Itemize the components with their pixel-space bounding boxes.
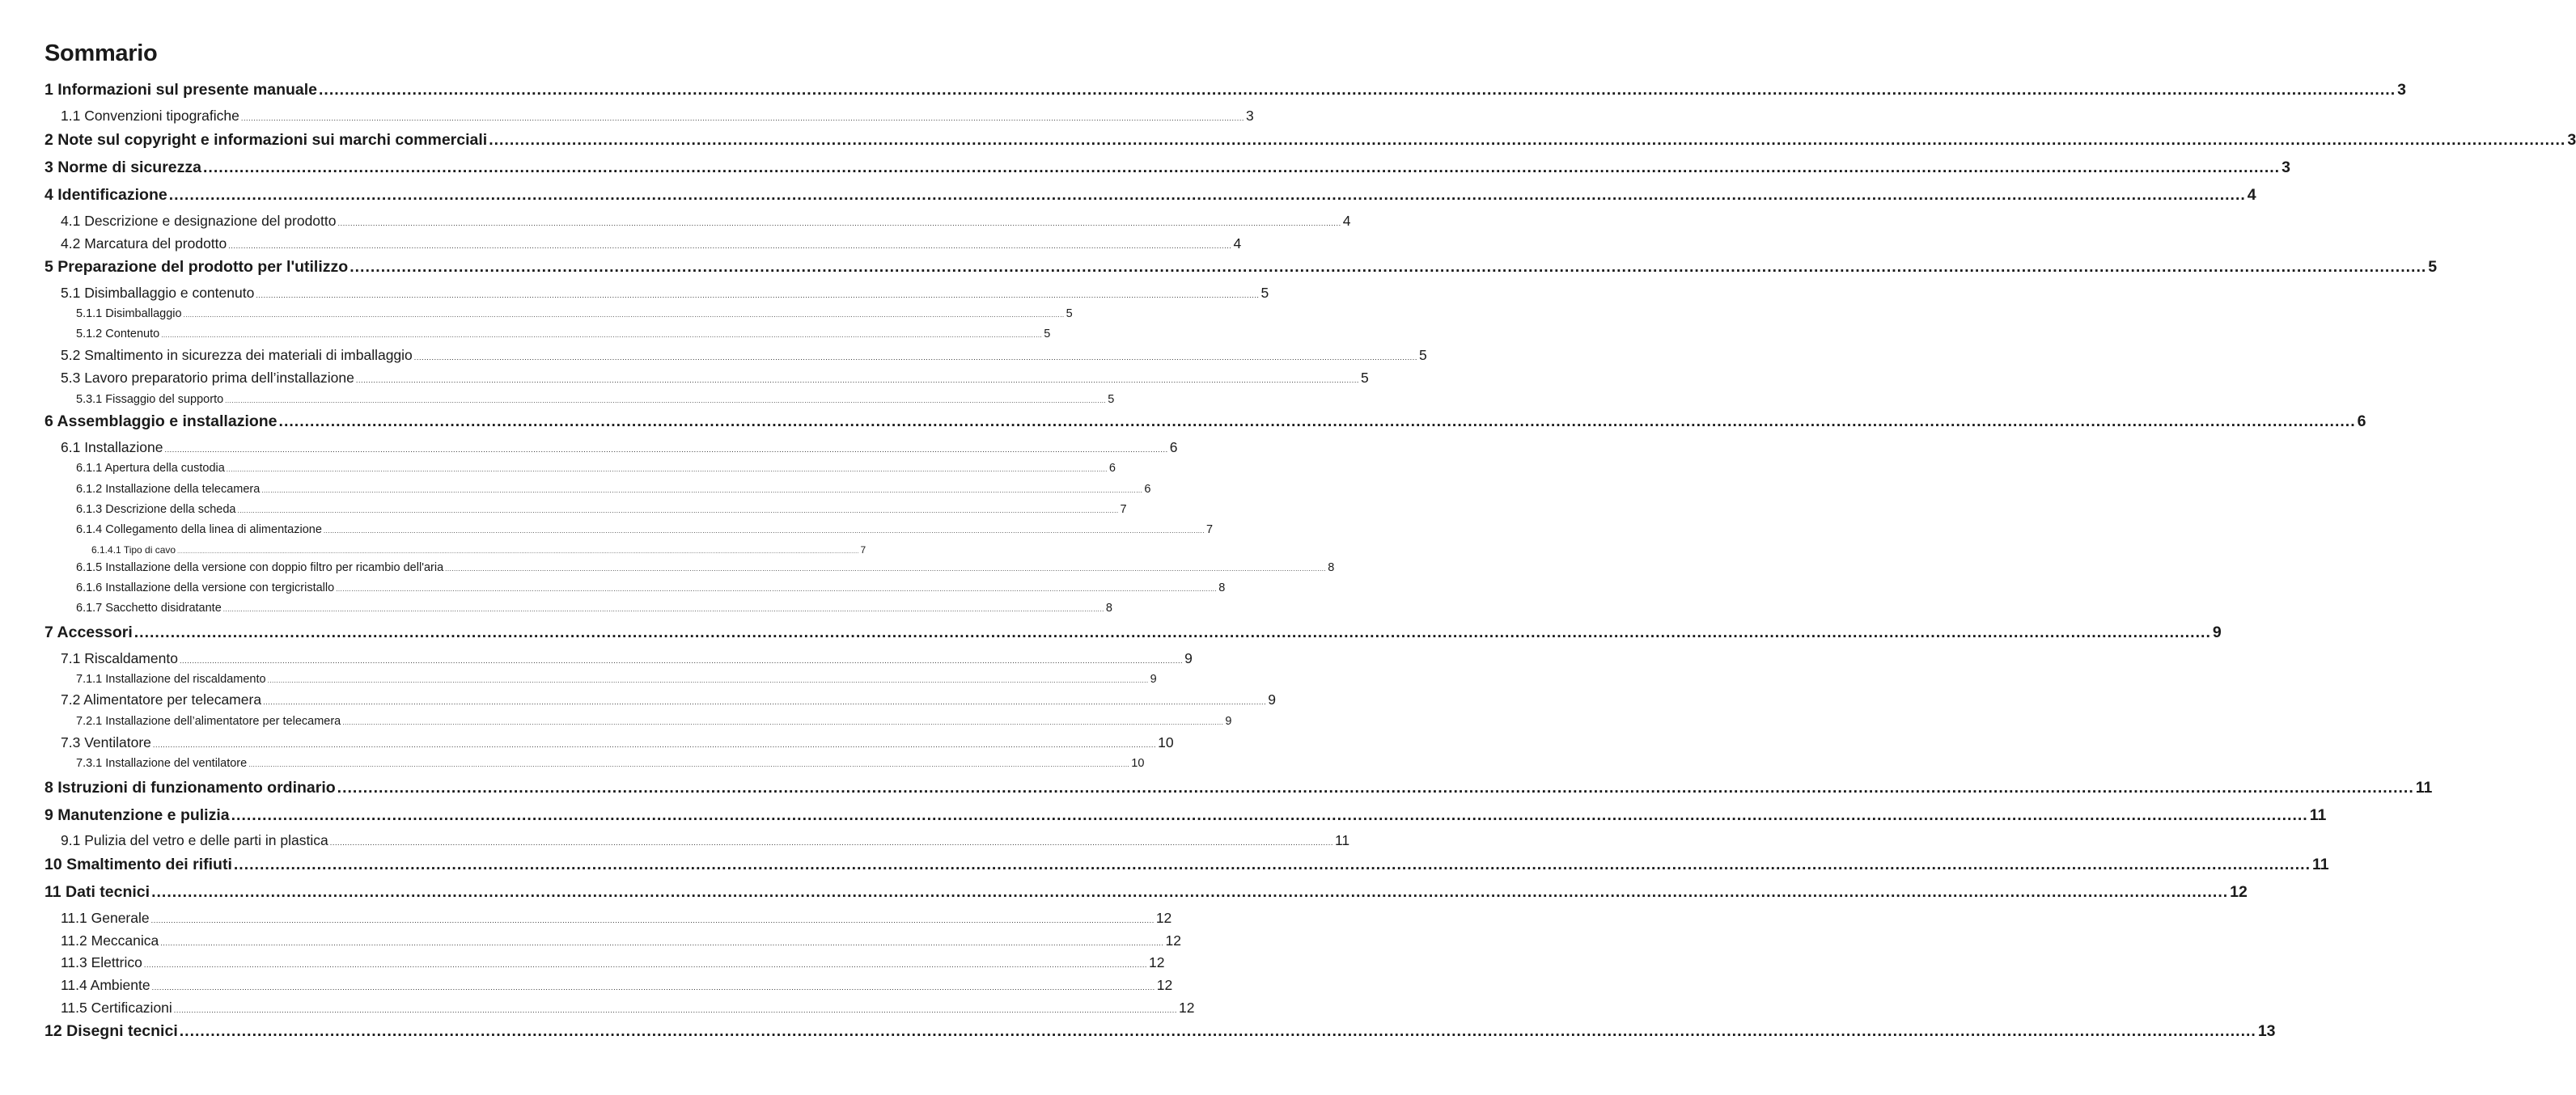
toc-entry-label: 6.1.4.1 Tipo di cavo xyxy=(91,544,176,556)
dot-leader: ................................................................................................................................................................................................................................................................................................................................................................................................................ xyxy=(413,353,1417,361)
dot-leader: ................................................................................................................................................................................................................................................................................................................................................................................................................ xyxy=(222,606,1104,613)
toc-entry[interactable] xyxy=(61,439,1178,456)
toc-entry-label: 5.3.1 Fissaggio del supporto xyxy=(76,393,224,406)
dot-leader: ................................................................................................................................................................................................................................................................................................................................................................................................................ xyxy=(203,159,2281,176)
toc-entry[interactable] xyxy=(61,954,1165,971)
toc-entry-page: 8 xyxy=(1105,602,1112,615)
toc-entry[interactable] xyxy=(61,734,1174,751)
toc-entry-page: 13 xyxy=(2257,1022,2276,1040)
toc-entry-label: 11.3 Elettrico xyxy=(61,954,142,970)
toc-entry[interactable] xyxy=(44,186,2256,205)
toc-entry-label: 9.1 Pulizia del vetro e delle parti in plastica xyxy=(61,832,328,848)
toc-entry-page: 3 xyxy=(2567,131,2576,149)
dot-leader: ................................................................................................................................................................................................................................................................................................................................................................................................................ xyxy=(237,507,1119,514)
toc-entry-label: 7 Accessori xyxy=(44,624,133,641)
dot-leader: ................................................................................................................................................................................................................................................................................................................................................................................................................ xyxy=(489,131,2566,149)
toc-entry-page: 11 xyxy=(2415,779,2433,797)
dot-leader: ................................................................................................................................................................................................................................................................................................................................................................................................................ xyxy=(350,258,2427,276)
toc-entry[interactable] xyxy=(61,650,1193,667)
toc-entry-page: 6 xyxy=(1144,483,1151,496)
dot-leader: ................................................................................................................................................................................................................................................................................................................................................................................................................ xyxy=(337,219,1341,227)
toc-entry-label: 6.1.3 Descrizione della scheda xyxy=(76,503,236,516)
toc-entry[interactable] xyxy=(61,910,1172,927)
toc-entry-label: 2 Note sul copyright e informazioni sui marchi commerciali xyxy=(44,131,488,149)
dot-leader: ................................................................................................................................................................................................................................................................................................................................................................................................................ xyxy=(323,527,1205,535)
toc-entry-label: 1 Informazioni sul presente manuale xyxy=(44,81,318,99)
dot-leader: ................................................................................................................................................................................................................................................................................................................................................................................................................ xyxy=(160,939,1164,947)
toc-entry-page: 11 xyxy=(2311,856,2329,873)
toc-entry[interactable] xyxy=(44,883,2248,902)
dot-leader: ................................................................................................................................................................................................................................................................................................................................................................................................................ xyxy=(179,1022,2256,1040)
toc-entry-page: 6 xyxy=(1169,439,1178,455)
toc-entry-page: 4 xyxy=(1233,235,1242,252)
toc-entry-page: 10 xyxy=(1158,734,1174,750)
dot-leader: ................................................................................................................................................................................................................................................................................................................................................................................................................ xyxy=(151,883,2229,901)
toc-entry[interactable] xyxy=(61,347,1427,364)
toc-entry[interactable] xyxy=(61,977,1173,994)
toc-entry[interactable] xyxy=(76,523,1214,536)
toc-entry-page: 7 xyxy=(860,544,866,556)
toc-entry-label: 4.1 Descrizione e designazione del prodotto xyxy=(61,213,337,229)
toc-entry-page: 5 xyxy=(1066,307,1073,320)
toc-entry[interactable] xyxy=(61,832,1350,849)
dot-leader: ................................................................................................................................................................................................................................................................................................................................................................................................................ xyxy=(173,1006,1177,1014)
dot-leader: ................................................................................................................................................................................................................................................................................................................................................................................................................ xyxy=(240,114,1245,122)
toc-entry-label: 5.1.1 Disimballaggio xyxy=(76,307,182,320)
toc-entry-page: 7 xyxy=(1205,523,1214,536)
dot-leader: ................................................................................................................................................................................................................................................................................................................................................................................................................ xyxy=(164,446,1168,454)
dot-leader: ................................................................................................................................................................................................................................................................................................................................................................................................................ xyxy=(150,916,1155,924)
dot-leader: ................................................................................................................................................................................................................................................................................................................................................................................................................ xyxy=(168,186,2246,204)
toc-entry-label: 7.2 Alimentatore per telecamera xyxy=(61,691,262,708)
toc-entry-label: 7.3 Ventilatore xyxy=(61,734,151,750)
toc-entry[interactable] xyxy=(76,602,1112,615)
toc-entry-page: 12 xyxy=(2230,883,2248,901)
toc-entry-page: 5 xyxy=(2428,258,2438,276)
toc-entry[interactable] xyxy=(61,1000,1195,1017)
dot-leader: ................................................................................................................................................................................................................................................................................................................................................................................................................ xyxy=(278,412,2356,430)
toc-entry-label: 10 Smaltimento dei rifiuti xyxy=(44,856,232,873)
toc-entry-label: 6 Assemblaggio e installazione xyxy=(44,412,278,430)
toc-entry[interactable] xyxy=(76,757,1145,770)
toc-entry-label: 9 Manutenzione e pulizia xyxy=(44,806,230,824)
toc-entry[interactable] xyxy=(44,856,2329,874)
toc-entry[interactable] xyxy=(76,715,1232,728)
toc-entry-page: 12 xyxy=(1179,1000,1195,1016)
toc-entry[interactable] xyxy=(44,258,2438,277)
dot-leader: ................................................................................................................................................................................................................................................................................................................................................................................................................ xyxy=(261,487,1143,494)
toc-entry-label: 1.1 Convenzioni tipografiche xyxy=(61,108,239,124)
toc-entry-label: 7.1 Riscaldamento xyxy=(61,650,178,666)
toc-entry-label: 8 Istruzioni di funzionamento ordinario xyxy=(44,779,336,797)
dot-leader: ................................................................................................................................................................................................................................................................................................................................................................................................................ xyxy=(152,741,1157,749)
toc-entry[interactable] xyxy=(61,932,1181,949)
dot-leader: ................................................................................................................................................................................................................................................................................................................................................................................................................ xyxy=(143,961,1148,969)
dot-leader: ................................................................................................................................................................................................................................................................................................................................................................................................................ xyxy=(267,677,1149,684)
toc-entry-page: 9 xyxy=(1150,673,1157,686)
toc-entry-page: 8 xyxy=(1218,581,1226,594)
toc-entry[interactable] xyxy=(61,235,1242,252)
dot-leader: ................................................................................................................................................................................................................................................................................................................................................................................................................ xyxy=(225,397,1107,404)
toc-entry-page: 9 xyxy=(1268,691,1276,708)
toc-entry[interactable] xyxy=(61,213,1351,230)
toc-entry-label: 5 Preparazione del prodotto per l'utilizzo xyxy=(44,258,349,276)
dot-leader: ................................................................................................................................................................................................................................................................................................................................................................................................................ xyxy=(151,983,1155,991)
toc-entry[interactable] xyxy=(76,503,1127,516)
toc-entry-label: 12 Disegni tecnici xyxy=(44,1022,178,1040)
dot-leader: ................................................................................................................................................................................................................................................................................................................................................................................................................ xyxy=(263,698,1267,706)
dot-leader: ................................................................................................................................................................................................................................................................................................................................................................................................................ xyxy=(342,719,1224,726)
toc-entry-page: 5 xyxy=(1260,285,1269,301)
toc-entry[interactable] xyxy=(91,544,866,556)
toc-entry-page: 5 xyxy=(1044,328,1051,340)
dot-leader: ................................................................................................................................................................................................................................................................................................................................................................................................................ xyxy=(177,549,859,555)
dot-leader: ................................................................................................................................................................................................................................................................................................................................................................................................................ xyxy=(445,565,1327,573)
toc-entry[interactable] xyxy=(44,412,2366,431)
toc-entry[interactable] xyxy=(44,1022,2276,1041)
dot-leader: ................................................................................................................................................................................................................................................................................................................................................................................................................ xyxy=(228,242,1232,250)
toc-entry-label: 11 Dati tecnici xyxy=(44,883,150,901)
toc-entry-page: 3 xyxy=(2282,159,2290,176)
toc-entry-page: 6 xyxy=(2357,412,2366,430)
toc-entry-page: 12 xyxy=(1156,977,1173,993)
dot-leader: ................................................................................................................................................................................................................................................................................................................................................................................................................ xyxy=(355,376,1360,384)
toc-entry-label: 5.2 Smaltimento in sicurezza dei materiali di imballaggio xyxy=(61,347,413,363)
page-title: Sommario xyxy=(44,40,158,66)
dot-leader: ................................................................................................................................................................................................................................................................................................................................................................................................................ xyxy=(337,779,2414,797)
toc-entry-page: 4 xyxy=(1342,213,1351,229)
toc-entry-label: 6.1.4 Collegamento della linea di alimentazione xyxy=(76,523,322,536)
toc-entry-page: 12 xyxy=(1149,954,1165,970)
toc-entry-label: 11.2 Meccanica xyxy=(61,932,159,949)
toc-entry-label: 5.3 Lavoro preparatorio prima dell’installazione xyxy=(61,370,354,386)
dot-leader: ................................................................................................................................................................................................................................................................................................................................................................................................................ xyxy=(183,311,1065,319)
toc-entry[interactable] xyxy=(44,806,2327,825)
toc-entry-page: 3 xyxy=(1246,108,1254,124)
toc-entry[interactable] xyxy=(76,483,1151,496)
toc-entry-label: 6.1.6 Installazione della versione con tergicristallo xyxy=(76,581,335,594)
toc-entry-label: 11.5 Certificazioni xyxy=(61,1000,172,1016)
toc-entry-page: 9 xyxy=(1225,715,1232,728)
toc-entry-page: 9 xyxy=(2212,624,2222,641)
toc-entry[interactable] xyxy=(76,581,1226,594)
toc-entry[interactable] xyxy=(61,285,1269,302)
toc-entry[interactable] xyxy=(76,462,1116,475)
dot-leader: ................................................................................................................................................................................................................................................................................................................................................................................................................ xyxy=(226,466,1108,473)
toc-entry-page: 12 xyxy=(1165,932,1181,949)
toc-entry-label: 4.2 Marcatura del prodotto xyxy=(61,235,227,252)
toc-entry-label: 7.1.1 Installazione del riscaldamento xyxy=(76,673,266,686)
toc-entry[interactable] xyxy=(44,779,2433,797)
toc-entry-page: 6 xyxy=(1108,462,1116,475)
toc-entry-page: 5 xyxy=(1361,370,1369,386)
toc-entry-label: 6.1.2 Installazione della telecamera xyxy=(76,483,261,496)
dot-leader: ................................................................................................................................................................................................................................................................................................................................................................................................................ xyxy=(179,657,1184,665)
toc-entry-label: 6.1 Installazione xyxy=(61,439,163,455)
dot-leader: ................................................................................................................................................................................................................................................................................................................................................................................................................ xyxy=(256,291,1260,299)
toc-entry[interactable] xyxy=(76,561,1335,574)
toc-entry[interactable] xyxy=(61,370,1369,387)
toc-entry-label: 6.1.7 Sacchetto disidratante xyxy=(76,602,222,615)
toc-entry-page: 11 xyxy=(1334,832,1350,848)
toc-entry[interactable] xyxy=(76,328,1051,340)
dot-leader: ................................................................................................................................................................................................................................................................................................................................................................................................................ xyxy=(233,856,2311,873)
toc-entry-page: 9 xyxy=(1184,650,1193,666)
toc-entry-page: 3 xyxy=(2397,81,2406,99)
dot-leader: ................................................................................................................................................................................................................................................................................................................................................................................................................ xyxy=(319,81,2396,99)
toc-entry-page: 7 xyxy=(1120,503,1127,516)
dot-leader: ................................................................................................................................................................................................................................................................................................................................................................................................................ xyxy=(336,586,1218,593)
toc-entry-label: 11.1 Generale xyxy=(61,910,150,926)
dot-leader: ................................................................................................................................................................................................................................................................................................................................................................................................................ xyxy=(161,332,1043,339)
toc-entry-label: 7.2.1 Installazione dell’alimentatore per telecamera xyxy=(76,715,341,728)
toc-entry[interactable] xyxy=(61,691,1276,708)
toc-entry-label: 6.1.1 Apertura della custodia xyxy=(76,462,225,475)
toc-entry[interactable] xyxy=(44,624,2222,642)
toc-entry[interactable] xyxy=(76,307,1073,320)
toc-entry-label: 4 Identificazione xyxy=(44,186,167,204)
toc-entry-page: 8 xyxy=(1328,561,1335,574)
toc-entry-label: 7.3.1 Installazione del ventilatore xyxy=(76,757,248,770)
toc-entry-page: 5 xyxy=(1419,347,1427,363)
toc-entry-label: 11.4 Ambiente xyxy=(61,977,150,993)
toc-entry-label: 6.1.5 Installazione della versione con doppio filtro per ricambio dell'aria xyxy=(76,561,444,574)
toc-entry-label: 5.1 Disimballaggio e contenuto xyxy=(61,285,255,301)
toc-entry-label: 3 Norme di sicurezza xyxy=(44,159,201,176)
toc-entry[interactable] xyxy=(44,131,2576,150)
toc-entry-label: 5.1.2 Contenuto xyxy=(76,328,160,340)
toc-entry[interactable] xyxy=(61,108,1254,125)
dot-leader: ................................................................................................................................................................................................................................................................................................................................................................................................................ xyxy=(248,761,1130,768)
toc-entry-page: 5 xyxy=(1108,393,1115,406)
toc-entry-page: 11 xyxy=(2309,806,2327,824)
toc-entry[interactable] xyxy=(44,159,2290,177)
dot-leader: ................................................................................................................................................................................................................................................................................................................................................................................................................ xyxy=(329,839,1333,847)
toc-entry-page: 10 xyxy=(1131,757,1145,770)
toc-entry[interactable] xyxy=(76,393,1115,406)
toc-entry[interactable] xyxy=(44,81,2406,99)
dot-leader: ................................................................................................................................................................................................................................................................................................................................................................................................................ xyxy=(133,624,2211,641)
toc-entry-page: 4 xyxy=(2247,186,2256,204)
toc-entry-page: 12 xyxy=(1155,910,1172,926)
dot-leader: ................................................................................................................................................................................................................................................................................................................................................................................................................ xyxy=(231,806,2308,824)
toc-entry[interactable] xyxy=(76,673,1157,686)
